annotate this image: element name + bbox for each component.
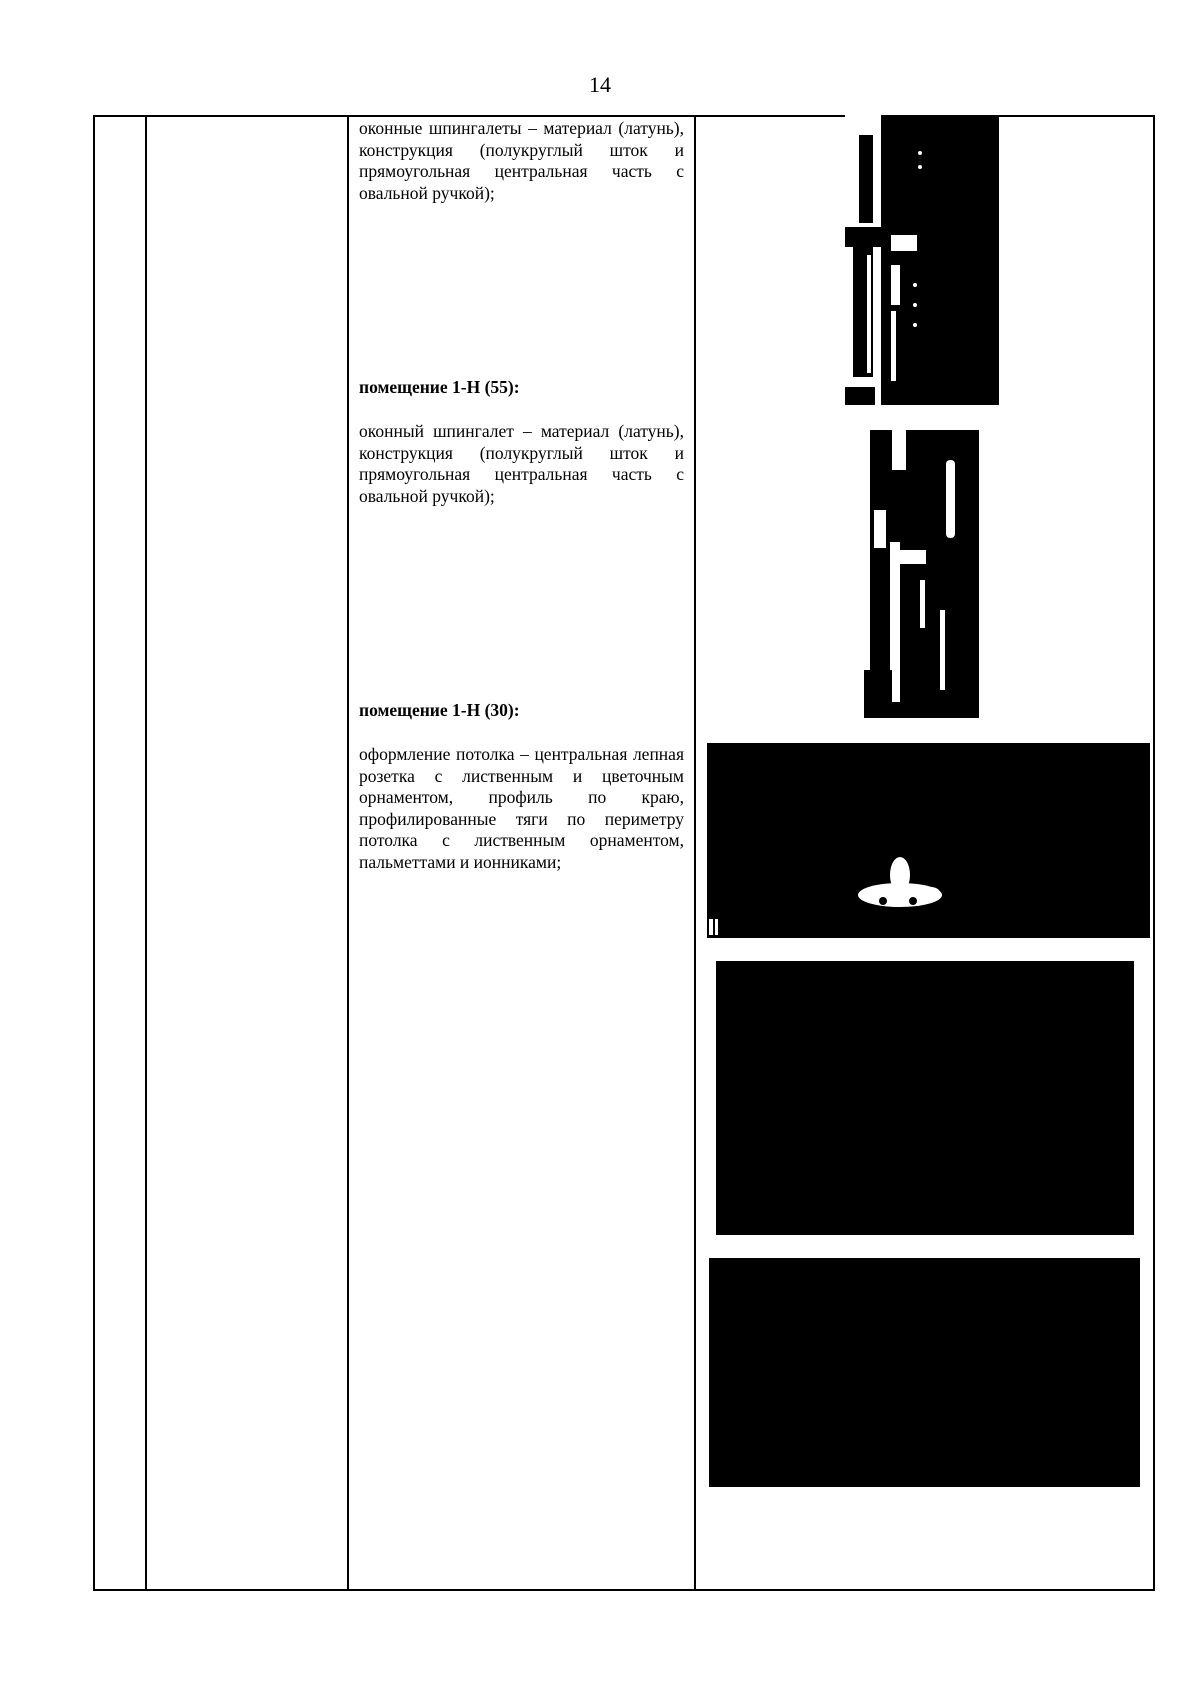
table-column-divider-3 xyxy=(694,115,696,1591)
room-heading-1n-55: помещение 1-Н (55): xyxy=(359,377,520,397)
table-column-divider-2 xyxy=(347,115,349,1591)
ceiling-rosette-photo xyxy=(707,743,1150,938)
ceiling-decoration-description: оформление потолка – центральная лепная розетка с лиственным и цветочным орнаментом, профиль по краю, профилированные тяги по периметру потолка с лиственным орнаментом, пальметтами и ионниками; xyxy=(359,744,684,872)
window-latches-description: оконные шпингалеты – материал (латунь), конструкция (полукруглый шток и прямоугольная центральная часть с овальной ручкой); xyxy=(359,118,684,203)
ceiling-cornice-photo xyxy=(709,1258,1140,1487)
window-latches-photo xyxy=(845,115,999,405)
page-number: 14 xyxy=(589,72,611,97)
ceiling-moulding-photo xyxy=(716,961,1134,1235)
window-latch-description: оконный шпингалет – материал (латунь), конструкция (полукруглый шток и прямоугольная центральная часть с овальной ручкой); xyxy=(359,421,684,506)
room-heading-1n-30: помещение 1-Н (30): xyxy=(359,700,520,720)
table-column-divider-1 xyxy=(145,115,147,1591)
window-latch-photo xyxy=(864,430,979,718)
